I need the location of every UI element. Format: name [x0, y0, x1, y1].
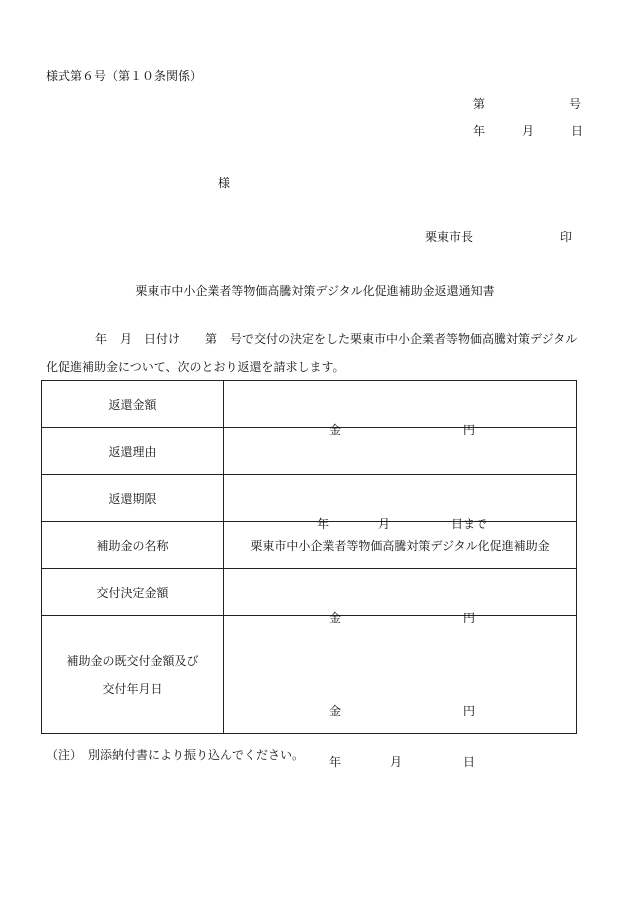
body-day: 日付け [144, 332, 181, 346]
deadline-year: 年 [317, 517, 330, 531]
issuer-line [425, 228, 575, 244]
table-row [42, 569, 577, 616]
body-line-1-rest: 号で交付の決定をした栗東市中小企業者等物価高騰対策デジタル [230, 332, 578, 346]
kin-label: 金 [329, 423, 342, 437]
form-number: 様式第６号（第１０条関係） [46, 69, 203, 83]
kin-label: 金 [329, 611, 342, 625]
body-line-2: 化促進補助金について、次のとおり返還を請求します。 [46, 360, 345, 374]
granted-year: 年 [329, 754, 342, 769]
table-row [42, 381, 577, 428]
label-grant-decision-amount: 交付決定金額 [42, 569, 224, 616]
payment-note: （注） 別添納付書により振り込んでください。 [46, 748, 305, 762]
label-subsidy-name: 補助金の名称 [42, 522, 224, 569]
addressee-suffix: 様 [218, 176, 231, 190]
label-refund-amount: 返還金額 [42, 381, 224, 428]
body-line-1 [46, 330, 586, 348]
document-number-dai: 第 [473, 97, 486, 111]
document-title: 栗東市中小企業者等物価高騰対策デジタル化促進補助金返還通知書 [135, 284, 495, 298]
document-number-line [473, 95, 583, 111]
yen-label: 円 [463, 611, 476, 625]
body-year: 年 [95, 332, 108, 346]
label-already-granted-line-1: 補助金の既交付金額及び [66, 653, 199, 668]
label-already-granted [42, 616, 224, 734]
issue-date-day: 日 [571, 124, 584, 138]
value-subsidy-name: 栗東市中小企業者等物価高騰対策デジタル化促進補助金 [224, 522, 577, 569]
yen-label: 円 [463, 703, 476, 718]
body-month: 月 [120, 332, 133, 346]
deadline-until: 日まで [451, 517, 488, 531]
yen-label: 円 [463, 423, 476, 437]
value-grant-decision-amount [224, 569, 577, 625]
body-no-dai: 第 [205, 332, 218, 346]
issue-date-month: 月 [522, 124, 535, 138]
table-row [42, 616, 577, 734]
value-refund-amount [224, 381, 577, 437]
granted-month: 月 [390, 754, 403, 769]
issue-date-year: 年 [473, 124, 486, 138]
label-refund-deadline: 返還期限 [42, 475, 224, 522]
label-refund-reason: 返還理由 [42, 428, 224, 475]
value-refund-reason [224, 428, 577, 475]
issuer-name: 栗東市長 [425, 230, 474, 244]
value-already-granted [224, 616, 577, 769]
table-row [42, 428, 577, 475]
value-refund-deadline [224, 475, 577, 531]
seal-mark: 印 [560, 230, 573, 244]
granted-day: 日 [463, 754, 476, 769]
table-row [42, 522, 577, 569]
label-already-granted-line-2: 交付年月日 [102, 681, 163, 696]
issue-date-line [473, 122, 583, 138]
table-row [42, 475, 577, 522]
deadline-month: 月 [378, 517, 391, 531]
document-number-go: 号 [569, 97, 582, 111]
kin-label: 金 [329, 703, 342, 718]
